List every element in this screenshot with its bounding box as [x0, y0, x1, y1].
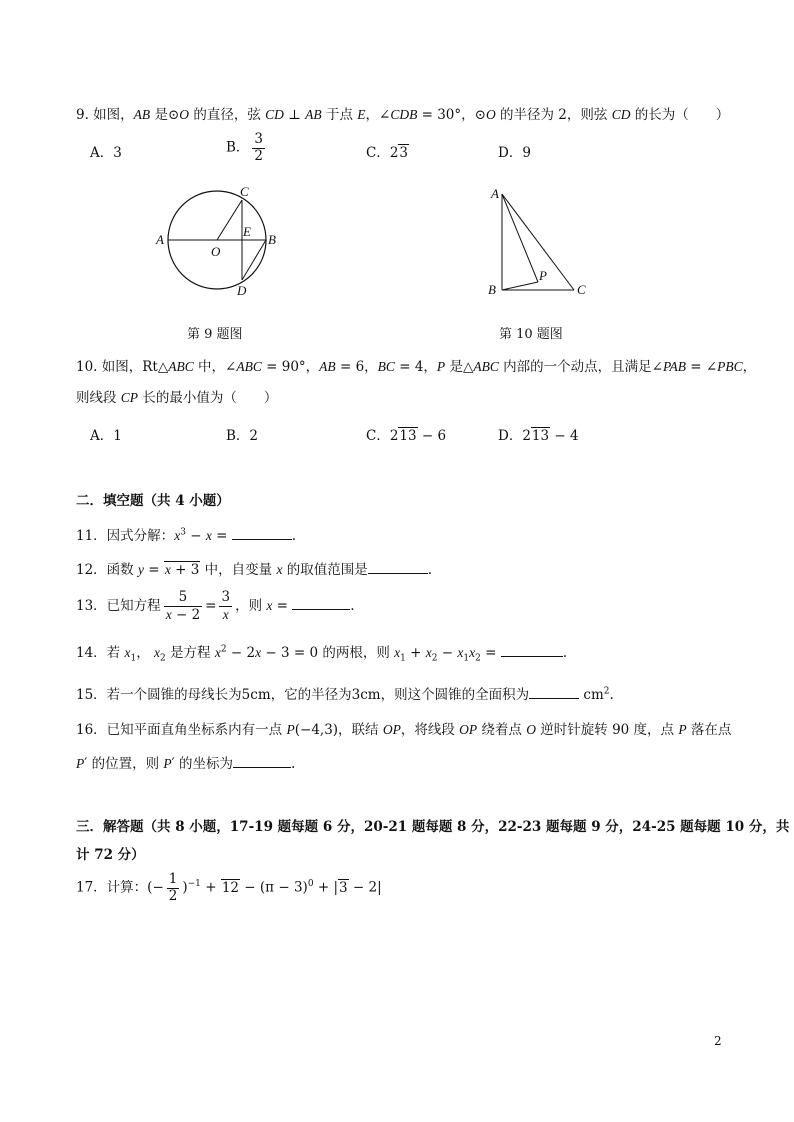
q9-option-c: C．23: [366, 145, 409, 161]
q9-option-b: B． $\frac{3}{2}$: [226, 131, 264, 164]
q13: 13．已知方程 $\frac{5}{x - 2}$ = $\frac{3}{x}$ ，则 x = .: [76, 589, 355, 623]
q10-option-b: B．2: [226, 428, 259, 444]
section2-title: 二．填空题（共 4 小题）: [76, 493, 230, 509]
q17: 17．计算：(− $\frac{1}{2}$ )$^{-1} + 12 - (\pi - 3)^0 + |3 - 2|$: [76, 871, 382, 904]
q10-option-c: C．213 − 6: [366, 428, 447, 444]
q9-option-d: D．9: [498, 145, 531, 161]
q11: 11．因式分解：$x^3 - x$ = .: [76, 527, 297, 544]
q9-figure-caption: 第 9 题图: [187, 327, 243, 342]
q10-option-d: D．213 − 4: [498, 428, 579, 444]
section3-title-line1: 三．解答题（共 8 小题，17-19 题每题 6 分，20-21 题每题 8 分，22-23 题每题 9 分，24-25 题每题 10 分，共: [76, 819, 790, 835]
q9-figure: [150, 180, 290, 300]
q16-line2: P′ 的位置，则 P′ 的坐标为 .: [76, 756, 296, 772]
q9-stem: 9. 如图，AB 是⊙O 的直径，弦 CD ⊥ AB 于点 E，∠CDB = 30°，⊙O 的半径为 2，则弦 CD 的长为（ ）: [76, 107, 730, 123]
label-p: P: [539, 268, 547, 283]
segment-ap: [502, 194, 538, 282]
page-number: 2: [714, 1034, 722, 1048]
q14: 14．若 $x_1$， $x_2$ 是方程 $x^2 - 2x - 3 = 0$ 的两根，则 $x_1 + x_2 - x_1x_2$ = .: [76, 644, 568, 664]
label-e: E: [243, 224, 251, 239]
q10-option-a: A．1: [90, 428, 122, 444]
q10-figure-caption: 第 10 题图: [499, 327, 563, 342]
q10-stem-line1: 10. 如图，Rt△ABC 中，∠ABC = 90°，AB = 6，BC = 4，P 是△ABC 内部的一个动点，且满足∠PAB = ∠PBC，: [76, 359, 757, 375]
label-b: B: [268, 232, 276, 247]
q16-line1: 16．已知平面直角坐标系内有一点 P(−4,3)，联结 OP，将线段 OP 绕着点 O 逆时针旋转 90 度，点 P 落在点: [76, 722, 732, 738]
label-c: C: [577, 282, 586, 297]
q9-option-a: A．3: [90, 145, 122, 161]
label-a: A: [491, 186, 499, 201]
label-a: A: [156, 232, 164, 247]
label-o: O: [211, 244, 221, 259]
q10-stem-line2: 则线段 CP 长的最小值为（ ）: [76, 390, 278, 406]
label-b: B: [488, 282, 496, 297]
segment-bp: [502, 282, 538, 290]
label-d: D: [237, 283, 247, 298]
side-ac: [502, 194, 574, 290]
section3-title-line2: 计 72 分）: [76, 847, 145, 863]
q12: 12．函数 y = x + 3 中，自变量 x 的取值范围是 .: [76, 562, 433, 578]
q10-figure: [482, 182, 592, 302]
segment-db: [242, 240, 266, 280]
radius-oc: [217, 200, 242, 240]
label-c: C: [240, 184, 249, 199]
q15: 15．若一个圆锥的母线长为5cm，它的半径为3cm，则这个圆锥的全面积为 $cm^2$.: [76, 686, 614, 703]
